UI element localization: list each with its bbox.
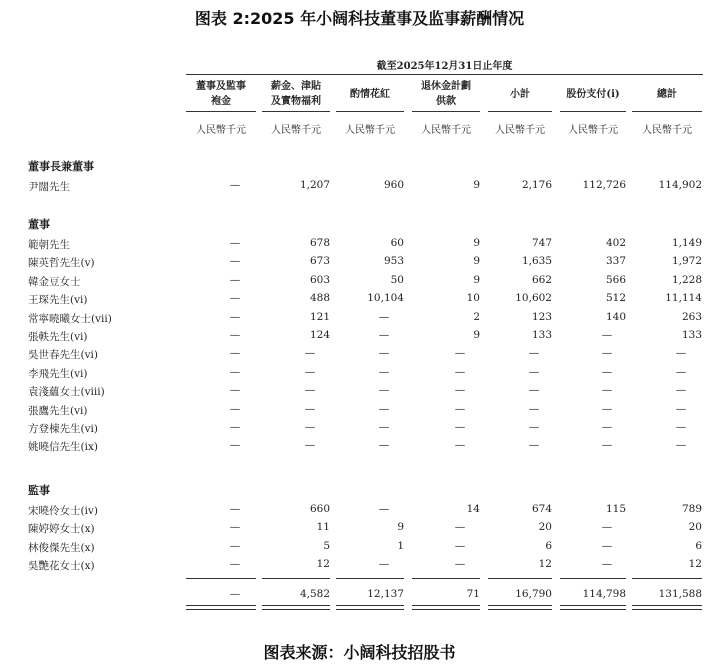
- column-header: [336, 87, 404, 102]
- column-header-line1: 董事及監事: [196, 81, 246, 92]
- column-header-line1: 小計: [510, 89, 530, 100]
- row-value: 674: [531, 503, 552, 515]
- row-value: 1,228: [671, 273, 702, 286]
- row-value: 660: [309, 503, 330, 515]
- table-row: [0, 273, 719, 290]
- row-value: —: [378, 329, 390, 341]
- row-value: 124: [309, 329, 330, 341]
- column-unit: 人民幣千元: [495, 125, 545, 136]
- total-double-rule: [560, 605, 626, 610]
- row-value: 678: [309, 237, 330, 249]
- column-header: [488, 87, 552, 102]
- total-double-rule: [262, 605, 330, 610]
- row-value: —: [454, 365, 466, 378]
- row-value: —: [601, 439, 613, 452]
- row-value: 960: [383, 179, 404, 191]
- row-value: —: [601, 539, 613, 552]
- row-value: 953: [383, 255, 404, 268]
- row-value: —: [229, 237, 241, 249]
- row-name: 李飛先生(vi): [28, 367, 88, 380]
- row-value: 9: [473, 329, 480, 341]
- table-row: [0, 254, 719, 271]
- row-value: 114,902: [658, 179, 702, 191]
- row-name: 張鷹先生(vi): [28, 404, 88, 417]
- total-rule: [632, 578, 702, 579]
- column-header: [560, 87, 626, 102]
- row-value: 11: [316, 521, 330, 534]
- row-value: 10: [466, 292, 480, 305]
- row-value: 12: [316, 558, 330, 571]
- column-header-line1: 酌情花紅: [350, 89, 390, 100]
- row-value: —: [454, 402, 466, 415]
- row-value: —: [378, 421, 390, 433]
- row-name: 方登棟先生(vi): [28, 423, 98, 435]
- row-value: —: [229, 255, 241, 268]
- row-name: 尹闊先生: [28, 181, 70, 193]
- row-value: 60: [390, 237, 404, 249]
- table-row: [0, 438, 719, 455]
- total-double-rule: [488, 605, 552, 610]
- column-header-line2: 供款: [436, 96, 456, 107]
- row-value: 673: [309, 255, 330, 268]
- row-value: 112,726: [582, 179, 626, 191]
- row-value: —: [675, 421, 687, 433]
- row-value: 747: [531, 237, 552, 249]
- column-header-underline: [560, 111, 626, 112]
- row-value: 20: [538, 521, 552, 534]
- row-value: 2,176: [521, 179, 552, 191]
- row-name: 張軼先生(vi): [28, 331, 88, 343]
- column-header-line1: 退休金計劃: [421, 81, 471, 92]
- row-value: —: [378, 402, 390, 415]
- row-name: 姚曉信先生(ix): [28, 441, 98, 454]
- column-header-underline: [262, 111, 330, 112]
- row-value: 1,635: [521, 255, 552, 268]
- row-value: 1: [397, 539, 404, 552]
- row-value: —: [601, 421, 613, 433]
- column-unit: 人民幣千元: [345, 125, 395, 136]
- row-value: —: [675, 439, 687, 452]
- column-header: [186, 79, 256, 109]
- row-value: —: [454, 347, 466, 360]
- row-value: 603: [309, 273, 330, 286]
- column-header-underline: [336, 111, 404, 112]
- row-value: —: [229, 402, 241, 415]
- row-value: —: [304, 365, 316, 378]
- row-value: 6: [695, 539, 702, 552]
- total-value: 131,588: [658, 588, 702, 600]
- row-value: 6: [545, 539, 552, 552]
- column-header-line2: 袍金: [211, 96, 231, 107]
- row-value: 10,104: [367, 292, 404, 305]
- table-row: [0, 291, 719, 308]
- total-value: 4,582: [299, 588, 330, 600]
- row-value: 12: [688, 558, 702, 571]
- total-double-rule: [412, 605, 480, 610]
- table-row: [0, 539, 719, 556]
- row-value: —: [229, 421, 241, 433]
- row-value: 133: [681, 329, 702, 341]
- row-value: —: [378, 310, 390, 323]
- table-row: [0, 520, 719, 537]
- row-value: —: [675, 384, 687, 397]
- table-row: [0, 383, 719, 400]
- row-value: —: [229, 179, 241, 191]
- section-title: 董事長兼董事: [28, 160, 94, 173]
- row-value: —: [528, 439, 540, 452]
- column-header: [632, 87, 702, 102]
- column-header-underline: [488, 111, 552, 112]
- row-value: 123: [531, 310, 552, 323]
- row-value: 10,602: [515, 292, 552, 305]
- row-value: 1,207: [299, 179, 330, 191]
- total-double-rule: [632, 605, 702, 610]
- total-rule: [560, 578, 626, 579]
- row-value: 14: [466, 503, 480, 515]
- row-name: 陳婷婷女士(x): [28, 523, 95, 536]
- column-unit: 人民幣千元: [196, 125, 246, 136]
- row-value: 115: [605, 503, 626, 515]
- total-value: 16,790: [515, 588, 552, 600]
- row-name: 常寧曉曦女士(vii): [28, 312, 112, 325]
- table-row: [0, 310, 719, 327]
- row-value: —: [304, 384, 316, 397]
- row-value: —: [675, 347, 687, 360]
- row-value: —: [229, 384, 241, 397]
- section-title: 董事: [28, 218, 50, 231]
- row-value: 2: [473, 310, 480, 323]
- total-double-rule: [336, 605, 404, 610]
- row-value: —: [675, 402, 687, 415]
- row-value: —: [229, 365, 241, 378]
- row-value: 133: [531, 329, 552, 341]
- row-value: 263: [681, 310, 702, 323]
- column-header: [262, 79, 330, 109]
- row-name: 王琛先生(vi): [28, 294, 88, 307]
- row-value: —: [378, 558, 390, 571]
- column-header-line1: 總計: [657, 89, 677, 100]
- figure-title: 图表 2:2025 年小阔科技董事及监事薪酬情况: [194, 9, 525, 28]
- table-row: [0, 502, 719, 519]
- row-name: 陳英哲先生(v): [28, 257, 95, 270]
- total-rule: [262, 578, 330, 579]
- row-value: 1,149: [671, 237, 702, 249]
- row-value: —: [454, 384, 466, 397]
- row-value: —: [229, 329, 241, 341]
- column-header-underline: [632, 111, 702, 112]
- row-value: 402: [605, 237, 626, 249]
- column-unit: 人民幣千元: [421, 125, 471, 136]
- table-row: [0, 402, 719, 419]
- row-value: 337: [605, 255, 626, 268]
- row-value: 20: [688, 521, 702, 534]
- row-value: —: [304, 421, 316, 433]
- row-value: —: [601, 329, 613, 341]
- row-value: —: [454, 439, 466, 452]
- row-value: —: [601, 347, 613, 360]
- row-value: 121: [309, 310, 330, 323]
- row-value: —: [528, 421, 540, 433]
- row-value: —: [229, 521, 241, 534]
- table-row: [0, 557, 719, 574]
- table-row: [0, 178, 719, 195]
- row-value: —: [229, 273, 241, 286]
- row-name: 韓金豆女士: [28, 275, 81, 288]
- total-value: 12,137: [367, 588, 404, 600]
- row-value: —: [454, 539, 466, 552]
- row-value: —: [378, 439, 390, 452]
- row-value: —: [229, 539, 241, 552]
- row-value: —: [378, 365, 390, 378]
- row-value: —: [304, 402, 316, 415]
- column-header-line1: 薪金、津貼: [271, 81, 321, 92]
- row-value: —: [528, 347, 540, 360]
- row-value: 9: [473, 255, 480, 268]
- row-value: —: [378, 347, 390, 360]
- row-value: 140: [605, 310, 626, 323]
- column-header: [412, 79, 480, 109]
- row-value: 566: [605, 273, 626, 286]
- row-value: 9: [397, 521, 404, 534]
- row-value: 9: [473, 179, 480, 191]
- total-rule: [488, 578, 552, 579]
- row-name: 宋曉伶女士(iv): [28, 505, 98, 517]
- row-value: —: [229, 558, 241, 571]
- column-header-underline: [412, 111, 480, 112]
- row-value: —: [454, 421, 466, 433]
- row-value: —: [601, 402, 613, 415]
- row-value: —: [304, 439, 316, 452]
- row-value: —: [229, 439, 241, 452]
- row-value: —: [528, 402, 540, 415]
- table-row: [0, 346, 719, 363]
- row-name: 林俊傑先生(x): [28, 541, 95, 554]
- row-value: 11,114: [665, 292, 702, 305]
- table-row: [0, 328, 719, 345]
- total-value: 71: [466, 588, 480, 600]
- total-rule: [186, 578, 256, 579]
- column-header-line2: 及實物福利: [271, 96, 321, 107]
- row-value: 662: [531, 273, 552, 286]
- row-value: —: [454, 521, 466, 534]
- totals-row: [0, 587, 719, 604]
- row-value: 9: [473, 237, 480, 249]
- total-value: 114,798: [582, 588, 626, 600]
- row-value: 488: [309, 292, 330, 305]
- row-value: 789: [681, 503, 702, 515]
- row-value: —: [378, 503, 390, 515]
- figure-source: 图表来源：小阔科技招股书: [263, 643, 456, 662]
- row-value: —: [229, 347, 241, 360]
- table-row: [0, 236, 719, 253]
- column-header-line1: 股份支付(i): [566, 89, 620, 100]
- column-unit: 人民幣千元: [642, 125, 692, 136]
- row-value: —: [601, 558, 613, 571]
- total-rule: [336, 578, 404, 579]
- row-value: 1,972: [671, 255, 702, 268]
- column-header-underline: [186, 111, 256, 112]
- row-value: 50: [390, 273, 404, 286]
- row-name: 範朝先生: [28, 239, 70, 251]
- column-unit: 人民幣千元: [271, 125, 321, 136]
- total-value: —: [229, 588, 241, 600]
- table-row: [0, 365, 719, 382]
- row-value: —: [675, 365, 687, 378]
- row-value: —: [304, 347, 316, 360]
- total-rule: [412, 578, 480, 579]
- row-value: —: [378, 384, 390, 397]
- row-value: 9: [473, 273, 480, 286]
- row-value: —: [454, 558, 466, 571]
- row-value: —: [528, 384, 540, 397]
- row-value: 12: [538, 558, 552, 571]
- row-name: 吳世春先生(vi): [28, 349, 98, 362]
- row-value: —: [601, 384, 613, 397]
- row-value: —: [229, 503, 241, 515]
- row-value: —: [229, 310, 241, 323]
- table-row: [0, 420, 719, 437]
- row-name: 吳艷花女士(x): [28, 560, 95, 573]
- row-value: 512: [605, 292, 626, 305]
- total-double-rule: [186, 605, 256, 610]
- row-value: —: [601, 365, 613, 378]
- section-title: 監事: [28, 484, 50, 497]
- row-value: —: [229, 292, 241, 305]
- period-header: 截至2025年12月31日止年度: [186, 59, 703, 75]
- row-value: 5: [323, 539, 330, 552]
- row-value: —: [601, 521, 613, 534]
- row-value: —: [528, 365, 540, 378]
- column-unit: 人民幣千元: [568, 125, 618, 136]
- row-name: 袁淺蘊女士(viii): [28, 386, 105, 399]
